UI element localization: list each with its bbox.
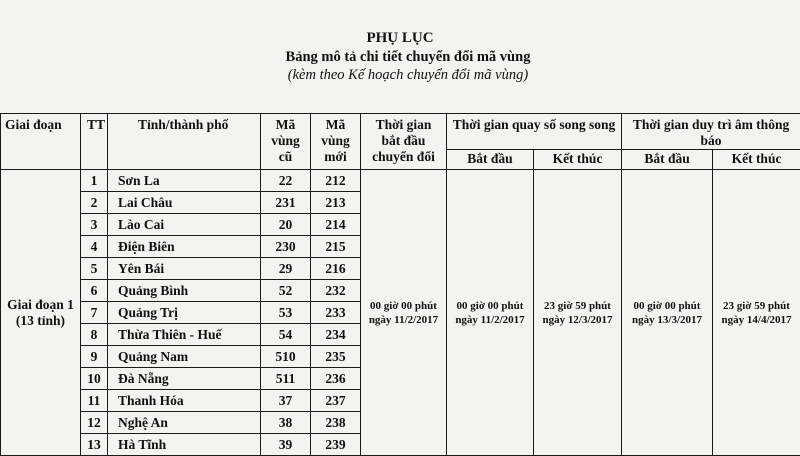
row-tinh: Thanh Hóa — [108, 390, 261, 412]
stage-cell — [1, 170, 81, 456]
row-tt: 2 — [81, 192, 108, 214]
row-tt: 7 — [81, 302, 108, 324]
time-ss-bat-dau-time: 00 giờ 00 phút — [447, 299, 533, 313]
time-ss-bat-dau — [447, 170, 534, 456]
time-ss-ket-thuc — [534, 170, 622, 456]
header-ma-moi-line1: Mã — [311, 117, 360, 133]
row-ma-cu: 230 — [261, 236, 311, 258]
row-tinh: Quảng Nam — [108, 346, 261, 368]
header-ss-bat-dau: Bắt đầu — [447, 150, 534, 170]
row-ma-moi: 215 — [311, 236, 361, 258]
row-ma-cu: 38 — [261, 412, 311, 434]
row-ma-cu: 37 — [261, 390, 311, 412]
time-dt-bat-dau — [622, 170, 713, 456]
row-tt: 3 — [81, 214, 108, 236]
row-tinh: Lào Cai — [108, 214, 261, 236]
row-ma-cu: 231 — [261, 192, 311, 214]
row-ma-cu: 511 — [261, 368, 311, 390]
row-ma-cu: 52 — [261, 280, 311, 302]
header-ma-moi-line2: vùng — [311, 133, 360, 149]
header-ma-cu-line3: cũ — [261, 149, 310, 165]
header-song-song: Thời gian quay số song song — [447, 114, 622, 150]
row-tinh: Thừa Thiên - Huế — [108, 324, 261, 346]
header-tg-line1: Thời gian — [361, 117, 446, 133]
header-duy-tri: Thời gian duy trì âm thông báo — [622, 114, 800, 150]
row-ma-moi: 234 — [311, 324, 361, 346]
header-ma-moi-line3: mới — [311, 149, 360, 165]
row-tinh: Điện Biên — [108, 236, 261, 258]
row-ma-moi: 213 — [311, 192, 361, 214]
row-ma-moi: 239 — [311, 434, 361, 456]
time-ss-ket-thuc-date: ngày 12/3/2017 — [534, 313, 621, 327]
time-chuyen-doi-date: ngày 11/2/2017 — [361, 313, 446, 327]
row-ma-moi: 236 — [311, 368, 361, 390]
header-ma-cu-line2: vùng — [261, 133, 310, 149]
header-dt-ket-thuc: Kết thúc — [713, 150, 800, 170]
header-ss-ket-thuc: Kết thúc — [534, 150, 622, 170]
header-tinh: Tỉnh/thành phố — [108, 114, 261, 170]
header-tt: TT — [81, 114, 108, 170]
time-chuyen-doi — [361, 170, 447, 456]
row-tinh: Hà Tĩnh — [108, 434, 261, 456]
time-dt-ket-thuc-time: 23 giờ 59 phút — [713, 299, 800, 313]
row-tinh: Nghệ An — [108, 412, 261, 434]
row-ma-moi: 216 — [311, 258, 361, 280]
header-ma-cu-line1: Mã — [261, 117, 310, 133]
row-ma-moi: 235 — [311, 346, 361, 368]
time-chuyen-doi-time: 00 giờ 00 phút — [361, 299, 446, 313]
row-ma-cu: 29 — [261, 258, 311, 280]
row-tt: 4 — [81, 236, 108, 258]
header-tg-line2: bắt đầu — [361, 133, 446, 149]
row-tinh: Yên Bái — [108, 258, 261, 280]
row-ma-moi: 212 — [311, 170, 361, 192]
time-dt-bat-dau-time: 00 giờ 00 phút — [622, 299, 712, 313]
header-dt-bat-dau: Bắt đầu — [622, 150, 713, 170]
row-ma-moi: 232 — [311, 280, 361, 302]
time-dt-ket-thuc — [713, 170, 800, 456]
row-ma-cu: 54 — [261, 324, 311, 346]
area-code-table — [0, 113, 800, 456]
row-ma-cu: 20 — [261, 214, 311, 236]
row-tt: 13 — [81, 434, 108, 456]
row-ma-cu: 39 — [261, 434, 311, 456]
row-tinh: Sơn La — [108, 170, 261, 192]
time-ss-bat-dau-date: ngày 11/2/2017 — [447, 313, 533, 327]
row-tt: 8 — [81, 324, 108, 346]
row-tinh: Quảng Bình — [108, 280, 261, 302]
row-ma-moi: 238 — [311, 412, 361, 434]
row-tt: 6 — [81, 280, 108, 302]
time-dt-ket-thuc-date: ngày 14/4/2017 — [713, 313, 800, 327]
row-ma-cu: 510 — [261, 346, 311, 368]
header-thoi-gian-bat-dau — [361, 114, 447, 170]
header-ma-vung-moi — [311, 114, 361, 170]
time-dt-bat-dau-date: ngày 13/3/2017 — [622, 313, 712, 327]
time-ss-ket-thuc-time: 23 giờ 59 phút — [534, 299, 621, 313]
table-row — [1, 170, 800, 192]
row-ma-moi: 214 — [311, 214, 361, 236]
header-tg-line3: chuyển đổi — [361, 149, 446, 165]
row-tt: 9 — [81, 346, 108, 368]
page-note: (kèm theo Kế hoạch chuyển đổi mã vùng) — [8, 67, 800, 84]
row-ma-moi: 237 — [311, 390, 361, 412]
row-tt: 10 — [81, 368, 108, 390]
row-tinh: Đà Nẵng — [108, 368, 261, 390]
stage-label: Giai đoạn 1 — [1, 297, 80, 313]
page-subtitle: Bảng mô tả chi tiết chuyển đổi mã vùng — [8, 49, 800, 66]
page-title: PHỤ LỤC — [0, 30, 800, 47]
row-tinh: Quảng Trị — [108, 302, 261, 324]
header-ma-vung-cu — [261, 114, 311, 170]
row-ma-cu: 53 — [261, 302, 311, 324]
row-tt: 12 — [81, 412, 108, 434]
header-giai-doan: Giai đoạn — [1, 114, 81, 170]
row-ma-cu: 22 — [261, 170, 311, 192]
row-tt: 1 — [81, 170, 108, 192]
row-tt: 5 — [81, 258, 108, 280]
stage-count: (13 tỉnh) — [1, 313, 80, 329]
row-ma-moi: 233 — [311, 302, 361, 324]
row-tt: 11 — [81, 390, 108, 412]
row-tinh: Lai Châu — [108, 192, 261, 214]
